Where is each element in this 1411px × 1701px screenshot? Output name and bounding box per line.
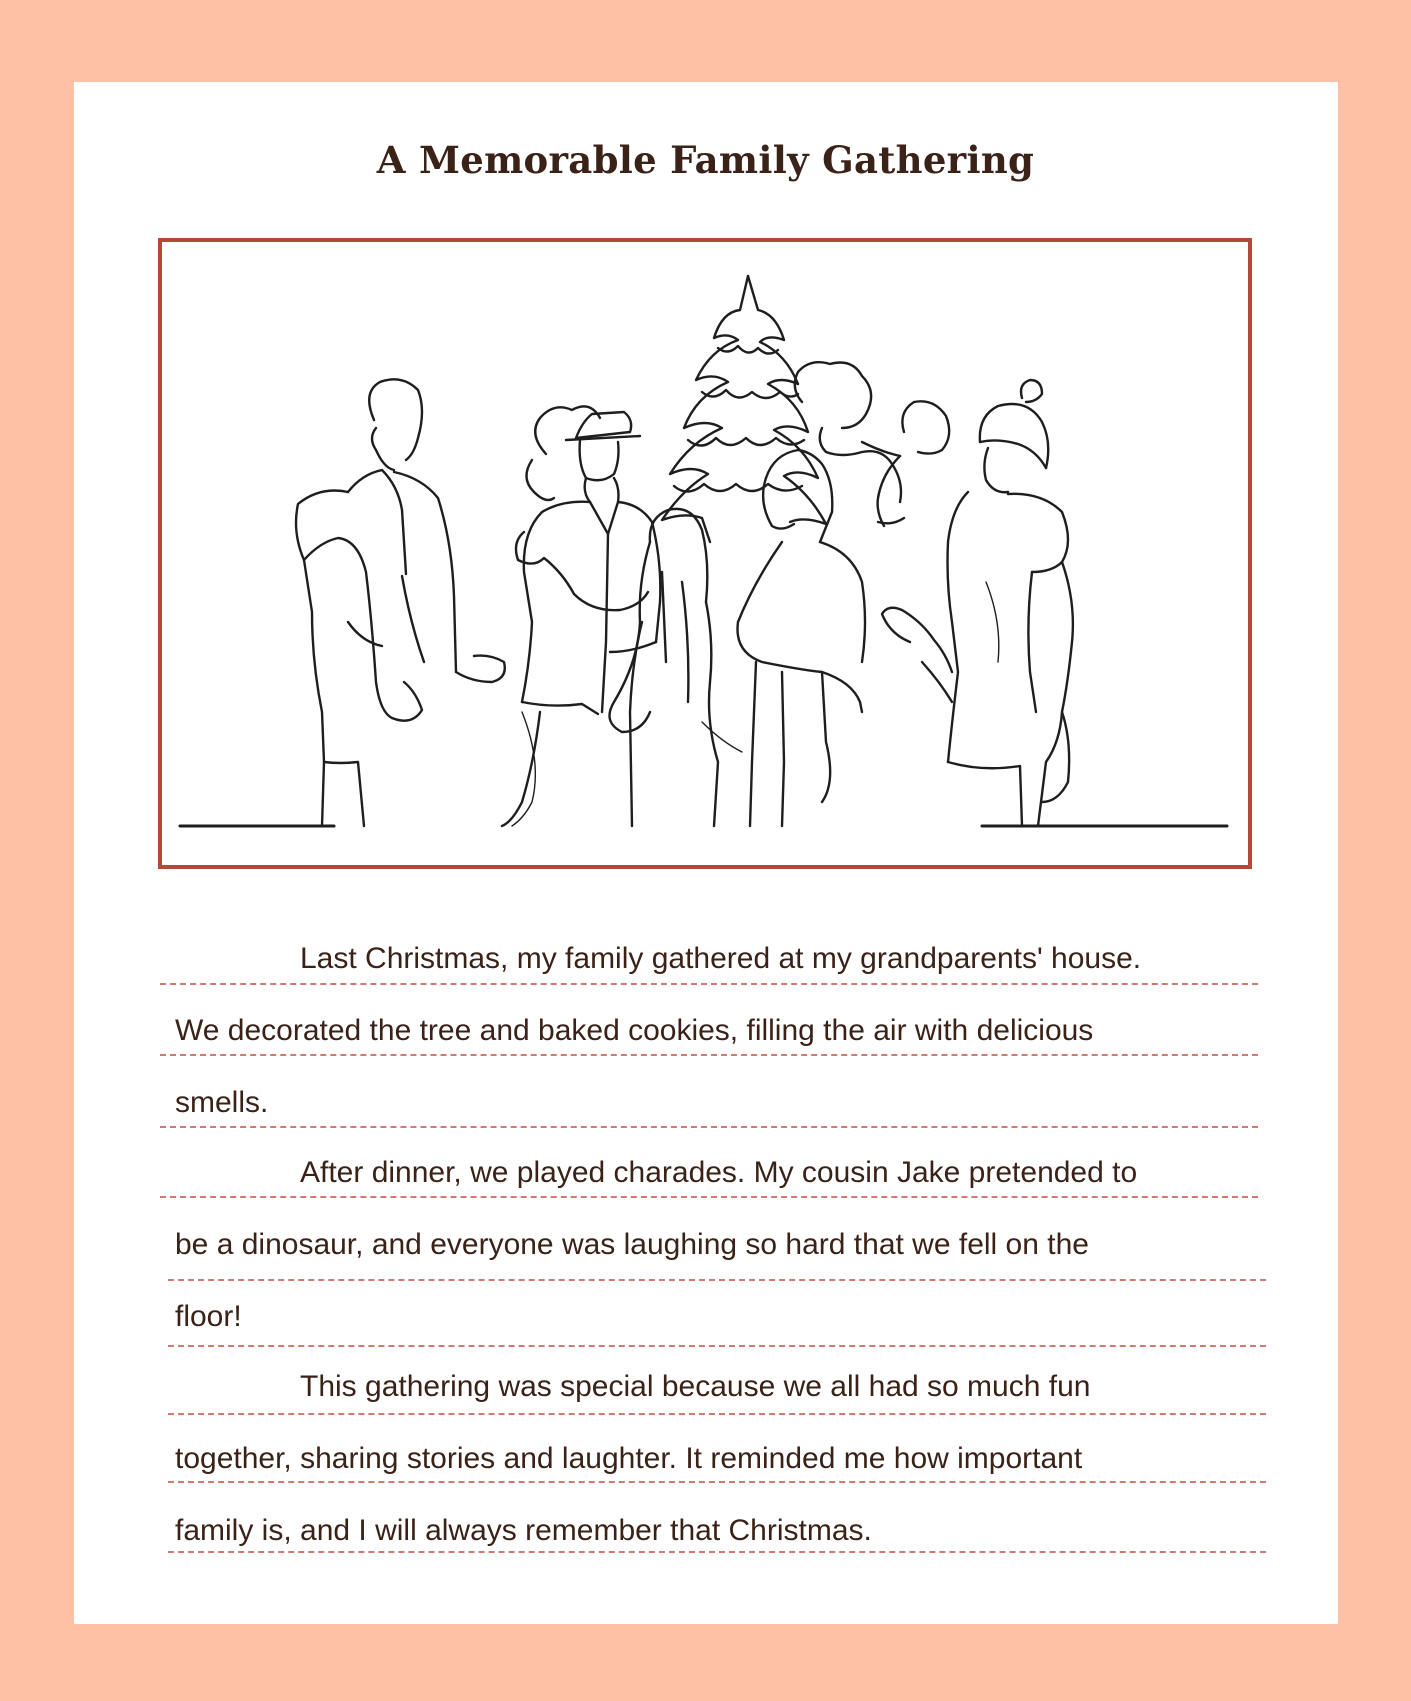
rule-line [168, 1551, 1266, 1553]
family-gathering-illustration [162, 242, 1248, 865]
rule-line [168, 1345, 1266, 1347]
illustration-frame [158, 238, 1252, 869]
rule-line [160, 1054, 1258, 1056]
page-title: A Memorable Family Gathering [376, 138, 1035, 182]
paragraph-3-line-2: together, sharing stories and laughter. It reminded me how important [175, 1442, 1083, 1475]
paragraph-2-line-2: be a dinosaur, and everyone was laughing so hard that we fell on the [175, 1228, 1089, 1261]
rule-line [160, 983, 1258, 985]
rule-line [168, 1279, 1266, 1281]
paragraph-1-line-2: We decorated the tree and baked cookies, filling the air with delicious [175, 1014, 1094, 1047]
paragraph-1-line-1: Last Christmas, my family gathered at my grandparents' house. [300, 942, 1142, 975]
rule-line [160, 1196, 1258, 1198]
rule-line [160, 1126, 1258, 1128]
rule-line [168, 1413, 1266, 1415]
paragraph-3-line-1: This gathering was special because we all had so much fun [300, 1370, 1091, 1403]
paragraph-3-line-3: family is, and I will always remember that Christmas. [175, 1514, 872, 1547]
paragraph-2-line-1: After dinner, we played charades. My cousin Jake pretended to [300, 1156, 1138, 1189]
paragraph-2-line-3: floor! [175, 1300, 242, 1333]
paragraph-1-line-3: smells. [175, 1086, 269, 1119]
rule-line [168, 1481, 1266, 1483]
